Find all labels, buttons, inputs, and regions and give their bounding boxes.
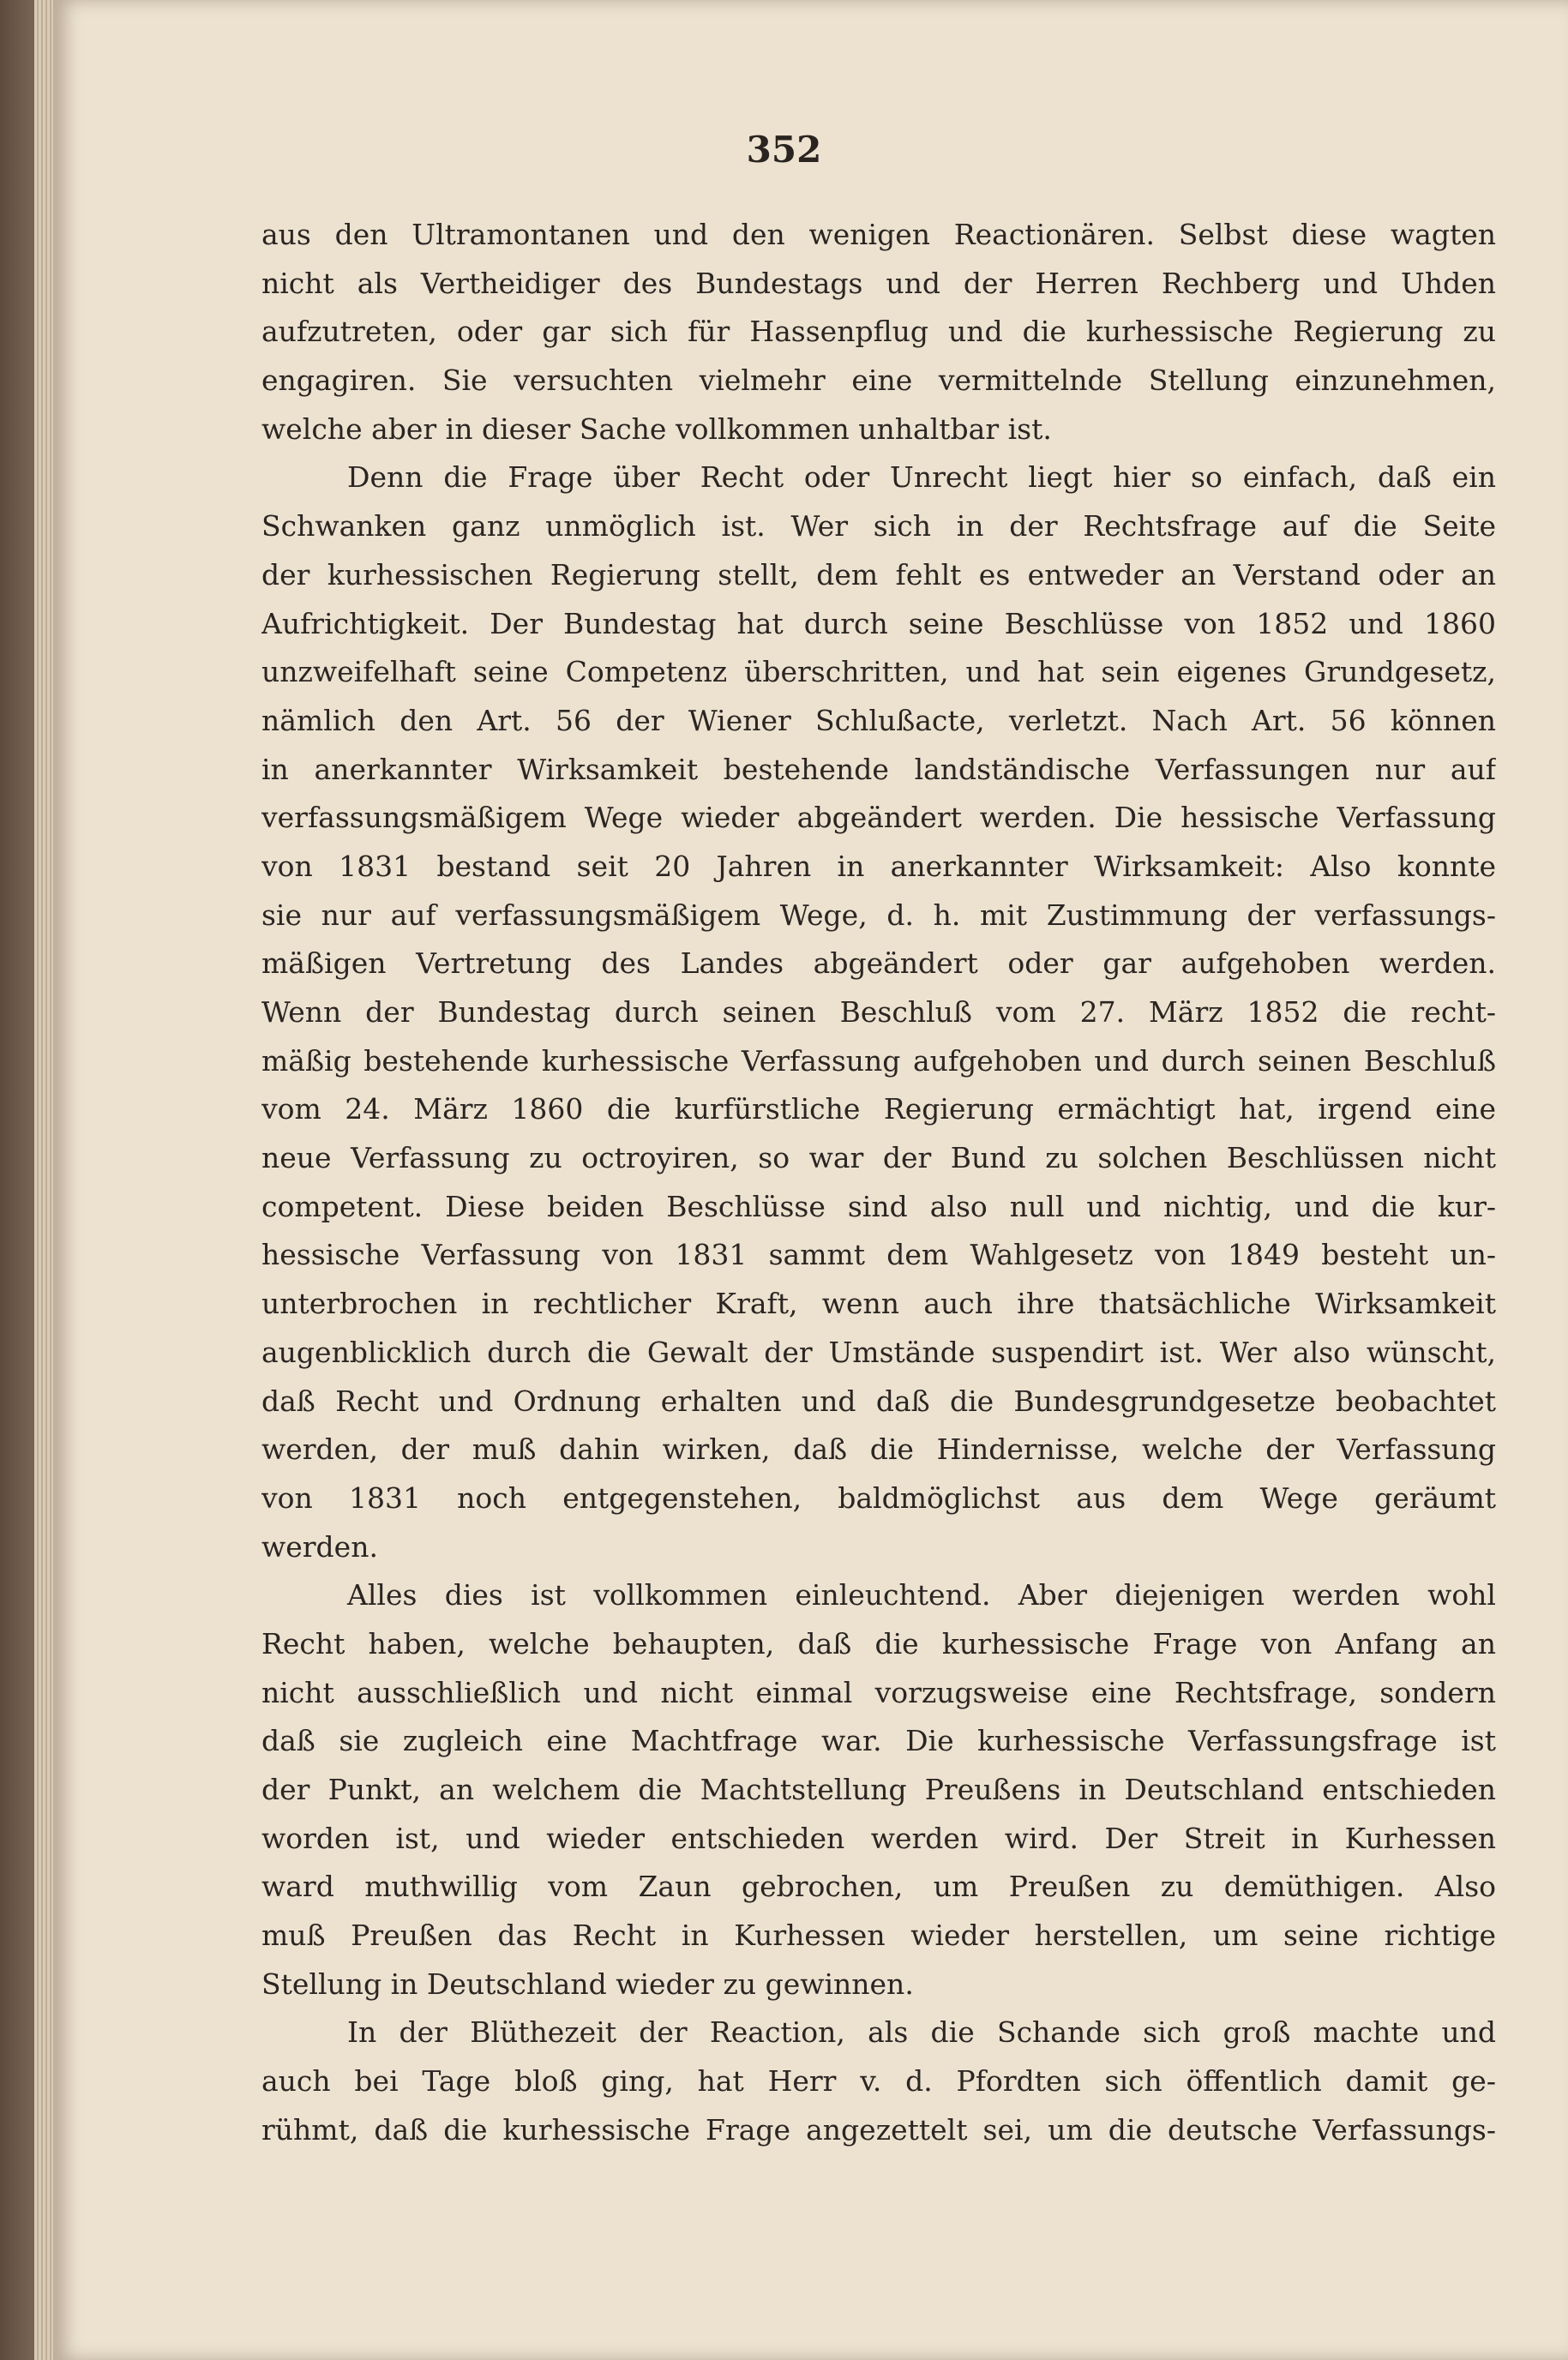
- text-line: augenblicklich durch die Gewalt der Umstände suspendirt ist. Wer also wünscht,: [261, 1335, 1496, 1369]
- text-line: unterbrochen in rechtlicher Kraft, wenn auch ihre thatsächliche Wirksamkeit: [261, 1287, 1496, 1321]
- text-line: daß Recht und Ordnung erhalten und daß die Bundesgrundgesetze beobachtet: [261, 1384, 1496, 1418]
- text-line: Wenn der Bundestag durch seinen Beschluß vom 27. März 1852 die recht-: [261, 995, 1496, 1029]
- text-line: ward muthwillig vom Zaun gebrochen, um Preußen zu demüthigen. Also: [261, 1870, 1496, 1904]
- text-line: rühmt, daß die kurhessische Frage angezettelt sei, um die deutsche Verfassungs-: [261, 2112, 1496, 2147]
- text-line: daß sie zugleich eine Machtfrage war. Die kurhessische Verfassungsfrage ist: [261, 1724, 1496, 1758]
- text-line: welche aber in dieser Sache vollkommen unhaltbar ist.: [261, 411, 1052, 446]
- text-line: Alles dies ist vollkommen einleuchtend. Aber diejenigen werden wohl: [347, 1578, 1496, 1612]
- text-line: engagiren. Sie versuchten vielmehr eine vermittelnde Stellung einzunehmen,: [261, 363, 1496, 398]
- text-line: in anerkannter Wirksamkeit bestehende landständische Verfassungen nur auf: [261, 752, 1496, 786]
- text-line: nicht ausschließlich und nicht einmal vorzugsweise eine Rechtsfrage, sondern: [261, 1675, 1496, 1709]
- text-line: werden, der muß dahin wirken, daß die Hindernisse, welche der Verfassung: [261, 1432, 1496, 1467]
- text-line: unzweifelhaft seine Competenz überschritten, und hat sein eigenes Grundgesetz,: [261, 655, 1496, 689]
- text-line: competent. Diese beiden Beschlüsse sind also null und nichtig, und die kur-: [261, 1189, 1496, 1223]
- text-line: aus den Ultramontanen und den wenigen Reactionären. Selbst diese wagten: [261, 218, 1496, 251]
- text-line: mäßig bestehende kurhessische Verfassung aufgehoben und durch seinen Beschluß: [261, 1043, 1496, 1078]
- text-line: von 1831 noch entgegenstehen, baldmöglichst aus dem Wege geräumt: [261, 1480, 1496, 1515]
- text-line: Stellung in Deutschland wieder zu gewinnen.: [261, 1967, 914, 2001]
- text-line: hessische Verfassung von 1831 sammt dem Wahlgesetz von 1849 besteht un-: [261, 1238, 1496, 1272]
- text-line: neue Verfassung zu octroyiren, so war der Bund zu solchen Beschlüssen nicht: [261, 1141, 1496, 1175]
- text-line: werden.: [261, 1529, 378, 1564]
- text-line: vom 24. März 1860 die kurfürstliche Regierung ermächtigt hat, irgend eine: [261, 1092, 1496, 1126]
- text-line: worden ist, und wieder entschieden werden wird. Der Streit in Kurhessen: [261, 1821, 1496, 1855]
- text-line: der Punkt, an welchem die Machtstellung Preußens in Deutschland entschieden: [261, 1773, 1496, 1806]
- text-line: nämlich den Art. 56 der Wiener Schlußacte, verletzt. Nach Art. 56 können: [261, 703, 1496, 737]
- text-line: aufzutreten, oder gar sich für Hassenpflug und die kurhessische Regierung zu: [261, 315, 1496, 349]
- page-number: 352: [746, 129, 822, 171]
- text-line: muß Preußen das Recht in Kurhessen wieder herstellen, um seine richtige: [261, 1919, 1496, 1953]
- body-text: [261, 211, 1496, 2155]
- text-line: Denn die Frage über Recht oder Unrecht liegt hier so einfach, daß ein: [347, 460, 1496, 495]
- text-line: sie nur auf verfassungsmäßigem Wege, d. h. mit Zustimmung der verfassungs-: [261, 898, 1496, 932]
- text-line: der kurhessischen Regierung stellt, dem fehlt es entweder an Verstand oder an: [261, 557, 1496, 592]
- text-line: Schwanken ganz unmöglich ist. Wer sich in der Rechtsfrage auf die Seite: [261, 509, 1496, 543]
- text-line: In der Blüthezeit der Reaction, als die Schande sich groß machte und: [347, 2015, 1496, 2050]
- text-line: nicht als Vertheidiger des Bundestags und der Herren Rechberg und Uhden: [261, 266, 1496, 300]
- text-line: von 1831 bestand seit 20 Jahren in anerkannter Wirksamkeit: Also konnte: [261, 849, 1496, 883]
- text-line: mäßigen Vertretung des Landes abgeändert oder gar aufgehoben werden.: [261, 946, 1496, 981]
- text-line: Recht haben, welche behaupten, daß die kurhessische Frage von Anfang an: [261, 1626, 1496, 1660]
- text-line: Aufrichtigkeit. Der Bundestag hat durch seine Beschlüsse von 1852 und 1860: [261, 606, 1496, 640]
- text-line: verfassungsmäßigem Wege wieder abgeändert werden. Die hessische Verfassung: [261, 801, 1496, 835]
- text-line: auch bei Tage bloß ging, hat Herr v. d. Pfordten sich öffentlich damit ge-: [261, 2064, 1496, 2099]
